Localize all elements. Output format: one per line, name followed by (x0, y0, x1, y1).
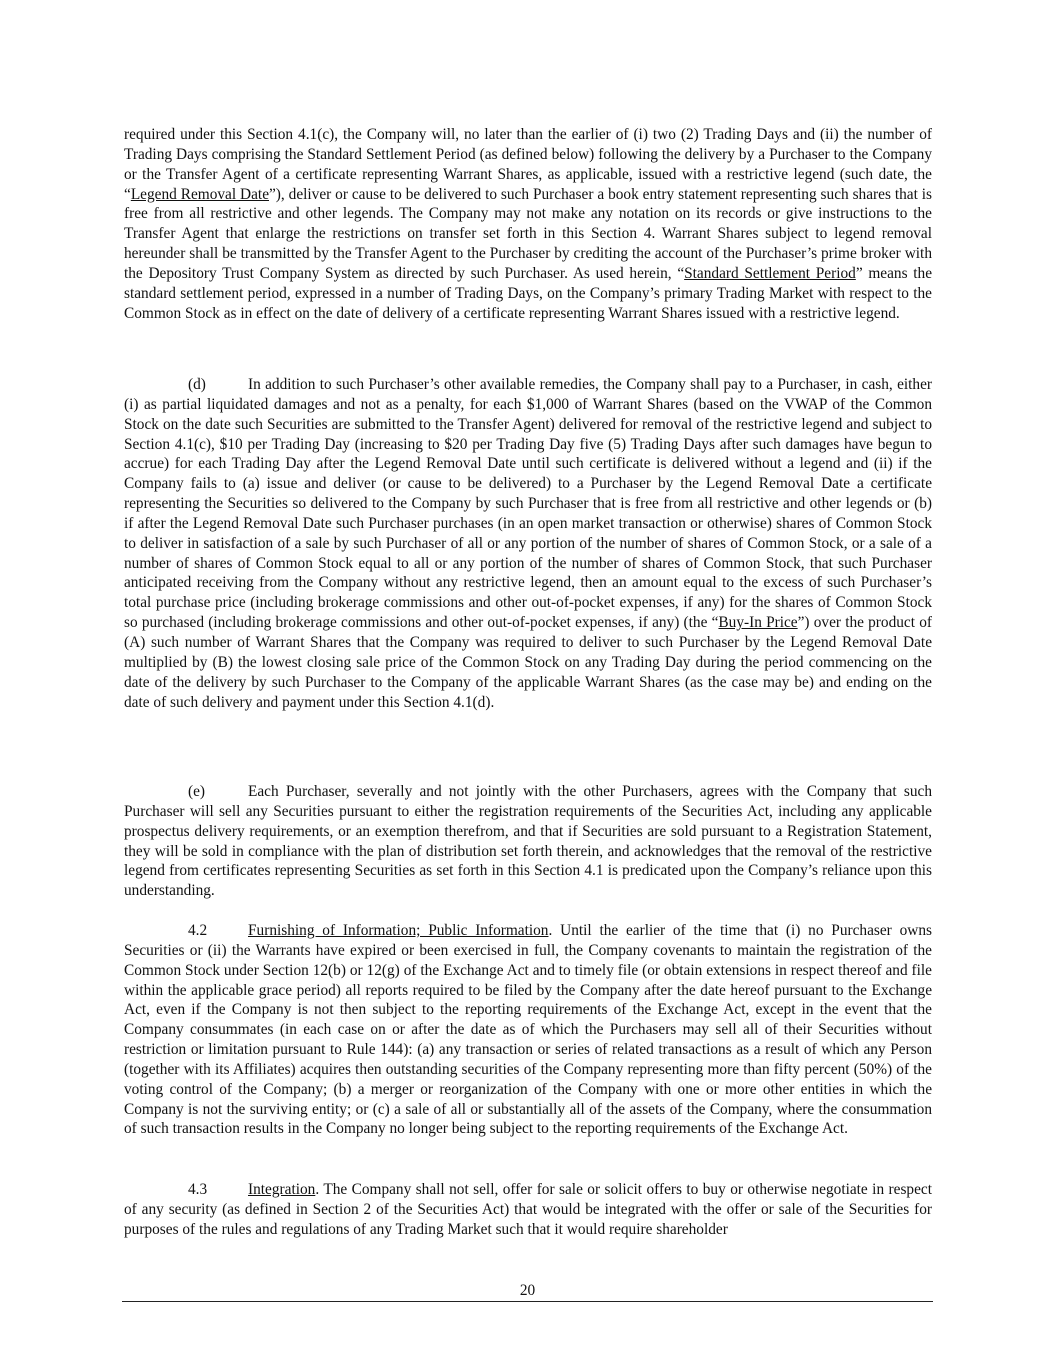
paragraph-4-1-c-continued (124, 125, 932, 323)
section-heading-furnishing-of-information: Furnishing of Information; Public Information (248, 922, 549, 939)
paragraph-4-2 (124, 921, 932, 1139)
text-run: . Until the earlier of the time that (i) no Purchaser owns Securities or (ii) the Warrants have expired or been exercised in full, the Company covenants to maintain the registration of the Common Stock under Section 12(b) or 12(g) of the Exchange Act and to timely file (or obtain extensions in respect thereof and file within the applicable grace period) all reports required to be filed by the Company after the date hereof pursuant to the Exchange Act, even if the Company is not then subject to the reporting requirements of the Exchange Act, except in the event that the Company consummates (in each case on or after the date as of which the Purchasers may sell all of their Securities without restriction or limitation pursuant to Rule 144): (a) any transaction or series of related transactions as a result of which any Person (together with its Affiliates) acquires then outstanding securities of the Company representing more than fifty percent (50%) of the voting control of the Company; (b) a merger or reorganization of the Company with one or more other entities in which the Company is not the surviving entity; or (c) a sale of all or substantially all of the assets of the Company, where the consummation of such transaction results in the Company no longer being subject to the reporting requirements of the Exchange Act. (124, 922, 932, 1138)
section-label: 4.2 (188, 922, 208, 939)
paragraph-4-1-e (124, 782, 932, 901)
text-run: Each Purchaser, severally and not jointly with the other Purchasers, agrees with the Company that such Purchaser will sell any Securities pursuant to either the registration requirements of the Securities Act, including any applicable prospectus delivery requirements, or an exemption therefrom, and that if Securities are sold pursuant to a Registration Statement, they will be sold in compliance with the plan of distribution set forth therein, and acknowledges that the removal of the restrictive legend from certificates representing Securities as set forth in this Section 4.1 is predicated upon the Company’s reliance upon this understanding. (124, 783, 932, 900)
text-run: ”), deliver or cause to be delivered to such Purchaser a book entry statement representing such shares that is free from all restrictive and other legends. The Company may not make any notation on its records or give instructions to the Transfer Agent that enlarge the restrictions on transfer set forth in this Section 4. Warrant Shares subject to legend removal hereunder shall be transmitted by the Transfer Agent to the Purchaser by crediting the account of the Purchaser’s prime broker with the Depository Trust Company System as directed by such Purchaser. As used herein, “ (124, 185, 932, 282)
section-label: (e) (188, 783, 206, 800)
defined-term-buy-in-price: Buy-In Price (718, 614, 798, 632)
section-heading-integration: Integration (248, 1181, 316, 1198)
text-run: . The Company shall not sell, offer for sale or solicit offers to buy or otherwise negotiate in respect of any security (as defined in Section 2 of the Securities Act) that would be integrated with the offer or sale of the Securities for purposes of the rules and regulations of any Trading Market such that it would require shareholder (124, 1181, 932, 1238)
text-run: ”) over the product of (A) such number of Warrant Shares that the Company was required to deliver to such Purchaser by the Legend Removal Date multiplied by (B) the lowest closing sale price of the Common Stock on any Trading Day during the period commencing on the date of the delivery by such Purchaser to the Company of the applicable Warrant Shares (as the case may be) and ending on the date of such delivery and payment under this Section 4.1(d). (124, 614, 932, 711)
footer-rule (122, 1301, 933, 1302)
section-label: 4.3 (188, 1181, 208, 1198)
section-label: (d) (188, 376, 206, 393)
page-number: 20 (519, 1282, 536, 1299)
paragraph-4-1-d (124, 375, 932, 712)
defined-term-legend-removal-date: Legend Removal Date (130, 185, 269, 203)
defined-term-standard-settlement-period: Standard Settlement Period (684, 264, 856, 282)
text-run: In addition to such Purchaser’s other available remedies, the Company shall pay to a Purchaser, in cash, either (i) as partial liquidated damages and not as a penalty, for each $1,000 of Warrant Shares (based on the VWAP of the Common Stock on the date such Securities are submitted to the Transfer Agent) delivered for removal of the restrictive legend and subject to Section 4.1(c), $10 per Trading Day (increasing to $20 per Trading Day five (5) Trading Days after such damages have begun to accrue) for each Trading Day after the Legend Removal Date until such certificate is delivered without a legend and (ii) if the Company fails to (a) issue and deliver (or cause to be delivered) to a Purchaser by the Legend Removal Date a certificate representing the Securities so delivered to the Company by such Purchaser that is free from all restrictive and other legends or (b) if after the Legend Removal Date such Purchaser purchases (in an open market transaction or otherwise) shares of Common Stock to deliver in satisfaction of a sale by such Purchaser of all or any portion of the number of shares of Common Stock, or a sale of a number of shares of Common Stock equal to all or any portion of the number of shares of Common Stock, that such Purchaser anticipated receiving from the Company without any restrictive legend, then an amount equal to the excess of such Purchaser’s total purchase price (including brokerage commissions and other out-of-pocket expenses, if any) for the shares of Common Stock so purchased (including brokerage commissions and other out-of-pocket expenses, if any) (the “ (124, 376, 932, 632)
text-run: ” means the standard settlement period, expressed in a number of Trading Days, on the Company’s primary Trading Market with respect to the Common Stock as in effect on the date of delivery of a certificate representing Warrant Shares issued with a restrictive legend. (124, 264, 932, 322)
text-run: required under this Section 4.1(c), the Company will, no later than the earlier of (i) two (2) Trading Days and (ii) the number of Trading Days comprising the Standard Settlement Period (as defined below) following the delivery by a Purchaser to the Company or the Transfer Agent of a certificate representing Warrant Shares, as applicable, issued with a restrictive legend (such date, the “ (124, 126, 932, 203)
paragraph-4-3 (124, 1180, 932, 1240)
